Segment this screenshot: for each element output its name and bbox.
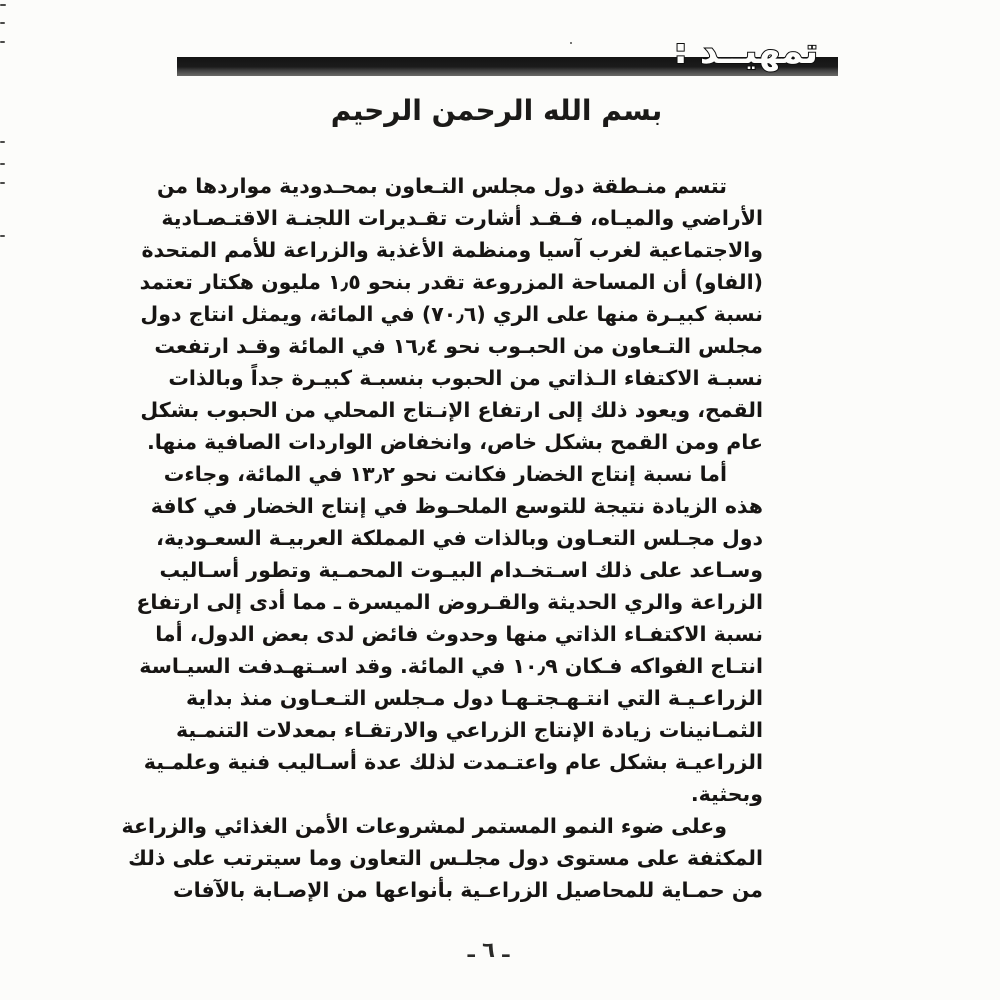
scan-artifact [0, 41, 5, 43]
body-text-column [121, 170, 763, 906]
text-line: الزراعـيـة التي انتـهـجتـهـا دول مـجلس التـعـاون منذ بداية [185, 686, 763, 710]
text-line: وعلى ضوء النمو المستمر لمشروعات الأمن الغذائي والزراعة [121, 814, 727, 838]
text-line: تتسم منـطقة دول مجلس التـعاون بمحـدودية مواردها من [156, 174, 727, 198]
text-line: دول مجـلس التعـاون وبالذات في المملكة العربيـة السعـودية، [156, 526, 763, 550]
scan-artifact [0, 163, 5, 165]
text-line: القمح، ويعود ذلك إلى ارتفاع الإنـتاج المحلي من الحبوب بشكل [140, 398, 763, 422]
chapter-title: تمهيــد : [673, 32, 818, 72]
text-line: وسـاعد على ذلك اسـتخـدام البيـوت المحمـية وتطور أسـاليب [159, 558, 763, 582]
scan-artifact [0, 22, 5, 24]
page-number: ـ ٦ ـ [467, 938, 510, 962]
paragraph [121, 810, 763, 906]
text-line: الزراعيـة بشكل عام واعتـمدت لذلك عدة أسـاليب فنية وعلمـية [143, 750, 763, 774]
text-line: الأراضي والميـاه، فـقـد أشارت تقـديرات اللجنـة الاقتـصـادية [161, 206, 763, 230]
scan-artifact [0, 182, 5, 184]
text-line: أما نسبة إنتاج الخضار فكانت نحو ١٣٫٢ في المائة، وجاءت [163, 462, 727, 486]
text-line: والاجتماعية لغرب آسيا ومنظمة الأغذية والزراعة للأمم المتحدة [141, 238, 763, 262]
text-line: (الفاو) أن المساحة المزروعة تقدر بنحو ١٫٥ مليون هكتار تعتمد [139, 270, 763, 294]
basmala-text: بسم الله الرحمن الرحيم [330, 93, 663, 128]
scan-artifact [0, 4, 6, 6]
text-line: نسبة كبيـرة منها على الري (٧٠٫٦) في المائة، ويمثل انتاج دول [140, 302, 763, 326]
text-line: وبحثية. [690, 782, 763, 806]
paragraph [136, 458, 763, 810]
text-line: الزراعة والري الحديثة والقـروض الميسرة ـ مما أدى إلى ارتفاع [136, 590, 763, 614]
text-line: من حمـاية للمحاصيل الزراعـية بأنواعها من الإصـابة بالآفات [173, 878, 763, 902]
text-line: هذه الزيادة نتيجة للتوسع الملحـوظ في إنتاج الخضار في كافة [150, 494, 763, 518]
text-line: المكثفة على مستوى دول مجلـس التعاون وما سيترتب على ذلك [128, 846, 763, 870]
scan-artifact [0, 235, 5, 237]
text-line: نسبة الاكتفـاء الذاتي منها وحدوث فائض لدى بعض الدول، أما [155, 622, 763, 646]
paragraph [139, 170, 763, 458]
scan-artifact [0, 141, 5, 143]
text-line: انتـاج الفواكه فـكان ١٠٫٩ في المائة. وقد اسـتهـدفت السيـاسة [139, 654, 763, 678]
scan-artifact [570, 42, 572, 44]
text-line: نسبـة الاكتفاء الـذاتي من الحبوب بنسبـة كبيـرة جداً وبالذات [168, 366, 763, 390]
text-line: عام ومن القمح بشكل خاص، وانخفاض الواردات الصافية منها. [146, 430, 763, 454]
text-line: الثمـانينات زيادة الإنتاج الزراعي والارتقـاء بمعدلات التنمـية [176, 718, 763, 742]
text-line: مجلس التـعاون من الحبـوب نحو ١٦٫٤ في المائة وقـد ارتفعت [154, 334, 763, 358]
